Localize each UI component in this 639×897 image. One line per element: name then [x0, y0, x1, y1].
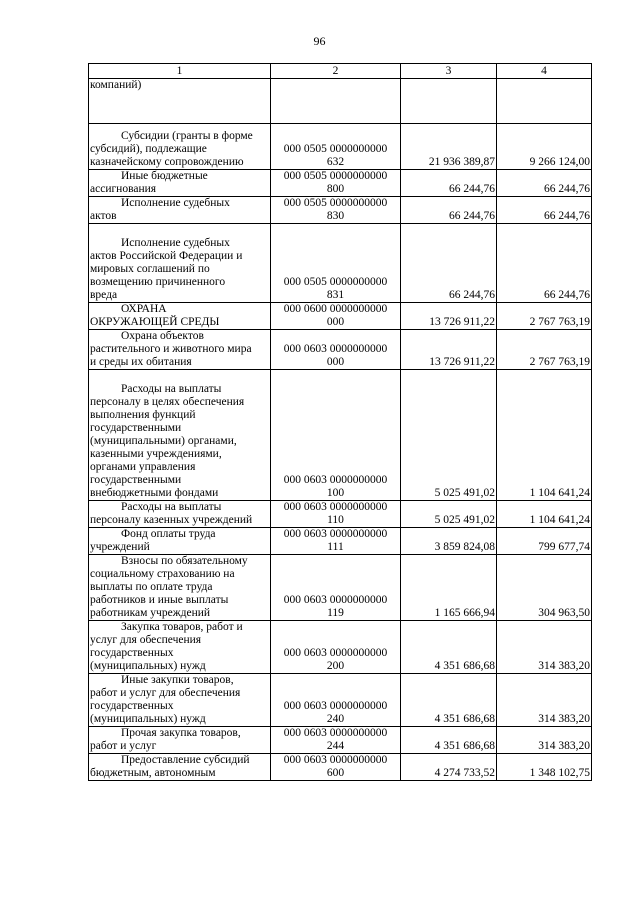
item-name-line: работ и услуг для обеспечения [90, 687, 241, 699]
budget-table [88, 63, 592, 781]
amount-col4-cell: 1 348 102,75 [497, 754, 592, 781]
budget-code-line: 000 0603 0000000000 [283, 594, 388, 606]
budget-code-cell [271, 79, 401, 124]
item-name-cell [89, 621, 271, 674]
amount-col4-cell: 9 266 124,00 [497, 124, 592, 170]
item-name-line: бюджетным, автономным [90, 767, 216, 779]
table-row [89, 170, 592, 197]
item-name-line: услуг для обеспечения [90, 634, 202, 646]
budget-code-line: 632 [326, 156, 345, 168]
item-name-line: Расходы на выплаты [121, 501, 222, 513]
budget-code-line: 111 [327, 541, 344, 553]
budget-code-cell [271, 528, 401, 555]
table-row [89, 555, 592, 621]
item-name-line: Субсидии (гранты в форме [121, 130, 253, 142]
budget-code-line: 800 [326, 183, 345, 195]
budget-code-cell [271, 727, 401, 754]
amount-col3-cell: 21 936 389,87 [401, 124, 497, 170]
item-name-cell [89, 224, 271, 303]
item-name-line: работникам учреждений [90, 607, 211, 619]
budget-code-line: 000 0603 0000000000 [283, 647, 388, 659]
budget-code-line: 000 0603 0000000000 [283, 754, 388, 766]
item-name-line: возмещению причиненного [90, 276, 226, 288]
amount-col3-cell: 13 726 911,22 [401, 330, 497, 370]
budget-code-line: 000 0603 0000000000 [283, 700, 388, 712]
budget-table-body [89, 64, 592, 781]
table-row [89, 370, 592, 501]
budget-code-line: 000 0505 0000000000 [283, 143, 388, 155]
item-name-line: мировых соглашений по [90, 263, 210, 275]
budget-code-line: 830 [326, 210, 345, 222]
budget-code-line: 000 0603 0000000000 [283, 528, 388, 540]
amount-col3-cell: 4 274 733,52 [401, 754, 497, 781]
item-name-line: социальному страхованию на [90, 568, 235, 580]
item-name-line: персоналу в целях обеспечения [90, 396, 245, 408]
budget-code-line: 000 [326, 356, 345, 368]
item-name-line: Охрана объектов [121, 330, 204, 342]
budget-code-line: 000 0505 0000000000 [283, 197, 388, 209]
budget-code-line: 600 [326, 767, 345, 779]
item-name-cell [89, 555, 271, 621]
item-name-line: органами управления [90, 461, 196, 473]
amount-col4-cell: 1 104 641,24 [497, 501, 592, 528]
budget-code-cell [271, 330, 401, 370]
amount-col3-cell: 66 244,76 [401, 170, 497, 197]
item-name-line: государственными [90, 474, 182, 486]
item-name-line: Взносы по обязательному [121, 555, 248, 567]
table-row [89, 330, 592, 370]
budget-code-line: 119 [327, 607, 344, 619]
amount-col3-cell: 5 025 491,02 [401, 501, 497, 528]
item-name-line: субсидий), подлежащие [90, 143, 207, 155]
table-row [89, 79, 592, 124]
item-name-cell [89, 124, 271, 170]
budget-code-cell [271, 303, 401, 330]
item-name-line: государственных [90, 700, 174, 712]
item-name-line: компаний) [90, 79, 142, 91]
budget-code-cell [271, 621, 401, 674]
budget-code-cell [271, 674, 401, 727]
item-name-line: персоналу казенных учреждений [90, 514, 253, 526]
amount-col3-cell [401, 79, 497, 124]
budget-code-cell [271, 501, 401, 528]
amount-col4-cell: 314 383,20 [497, 621, 592, 674]
amount-col3-cell: 13 726 911,22 [401, 303, 497, 330]
item-name-line: внебюджетными фондами [90, 487, 219, 499]
item-name-cell [89, 79, 271, 124]
item-name-line: работников и иные выплаты [90, 594, 229, 606]
amount-col3-cell: 1 165 666,94 [401, 555, 497, 621]
amount-col4-cell: 799 677,74 [497, 528, 592, 555]
item-name-line: актов [90, 210, 117, 222]
budget-code-cell [271, 224, 401, 303]
item-name-line: Закупка товаров, работ и [121, 621, 243, 633]
item-name-line: Иные бюджетные [121, 170, 208, 182]
header-cell-1: 1 [89, 64, 271, 79]
amount-col4-cell: 66 244,76 [497, 197, 592, 224]
item-name-cell [89, 170, 271, 197]
table-row [89, 224, 592, 303]
budget-code-line: 244 [326, 740, 345, 752]
amount-col4-cell: 2 767 763,19 [497, 303, 592, 330]
item-name-line: Исполнение судебных [121, 197, 230, 209]
budget-code-line: 000 0603 0000000000 [283, 343, 388, 355]
item-name-line: Предоставление субсидий [121, 754, 250, 766]
item-name-line: ассигнования [90, 183, 157, 195]
item-name-line: и среды их обитания [90, 356, 192, 368]
budget-code-line: 000 0603 0000000000 [283, 727, 388, 739]
budget-code-line: 000 [326, 316, 345, 328]
item-name-line: казначейскому сопровождению [90, 156, 244, 168]
item-name-line: Фонд оплаты труда [121, 528, 216, 540]
item-name-cell [89, 528, 271, 555]
amount-col3-cell: 3 859 824,08 [401, 528, 497, 555]
item-name-line: казенными учреждениями, [90, 448, 222, 460]
item-name-line: ОХРАНА [121, 303, 167, 315]
item-name-cell [89, 727, 271, 754]
amount-col4-cell [497, 79, 592, 124]
item-name-cell [89, 674, 271, 727]
item-name-cell [89, 754, 271, 781]
item-name-line: (муниципальных) нужд [90, 660, 206, 672]
budget-code-line: 000 0505 0000000000 [283, 170, 388, 182]
item-name-line: актов Российской Федерации и [90, 250, 243, 262]
item-name-line: (муниципальных) нужд [90, 713, 206, 725]
item-name-line: выплаты по оплате труда [90, 581, 213, 593]
item-name-line: вреда [90, 289, 118, 301]
amount-col4-cell: 314 383,20 [497, 674, 592, 727]
amount-col3-cell: 4 351 686,68 [401, 621, 497, 674]
table-row [89, 303, 592, 330]
header-cell-2: 2 [271, 64, 401, 79]
budget-code-line: 000 0603 0000000000 [283, 474, 388, 486]
table-row [89, 674, 592, 727]
table-row [89, 197, 592, 224]
budget-code-line: 110 [327, 514, 344, 526]
item-name-line: государственными [90, 422, 182, 434]
budget-code-line: 240 [326, 713, 345, 725]
item-name-line: Иные закупки товаров, [121, 674, 234, 686]
item-name-line: учреждений [90, 541, 150, 553]
item-name-line: государственных [90, 647, 174, 659]
budget-code-line: 000 0505 0000000000 [283, 276, 388, 288]
table-row [89, 754, 592, 781]
amount-col3-cell: 66 244,76 [401, 224, 497, 303]
item-name-cell [89, 501, 271, 528]
page-number: 96 [313, 34, 326, 48]
item-name-line: Расходы на выплаты [121, 383, 222, 395]
item-name-line: выполнения функций [90, 409, 196, 421]
amount-col3-cell: 4 351 686,68 [401, 727, 497, 754]
table-row [89, 621, 592, 674]
item-name-line: Прочая закупка товаров, [121, 727, 241, 739]
budget-code-line: 000 0603 0000000000 [283, 501, 388, 513]
header-cell-3: 3 [401, 64, 497, 79]
budget-code-line: 200 [326, 660, 345, 672]
item-name-line: ОКРУЖАЮЩЕЙ СРЕДЫ [90, 316, 220, 328]
budget-code-cell [271, 370, 401, 501]
table-row [89, 727, 592, 754]
item-name-line: (муниципальными) органами, [90, 435, 237, 447]
item-name-cell [89, 303, 271, 330]
budget-code-cell [271, 124, 401, 170]
amount-col3-cell: 4 351 686,68 [401, 674, 497, 727]
budget-code-line: 831 [326, 289, 345, 301]
item-name-line: растительного и животного мира [90, 343, 252, 355]
amount-col4-cell: 66 244,76 [497, 170, 592, 197]
item-name-line: Исполнение судебных [121, 237, 230, 249]
amount-col4-cell: 1 104 641,24 [497, 370, 592, 501]
table-row [89, 528, 592, 555]
amount-col4-cell: 304 963,50 [497, 555, 592, 621]
budget-code-cell [271, 197, 401, 224]
item-name-cell [89, 330, 271, 370]
item-name-line: работ и услуг [90, 740, 157, 752]
budget-code-line: 100 [326, 487, 345, 499]
header-cell-4: 4 [497, 64, 592, 79]
amount-col4-cell: 2 767 763,19 [497, 330, 592, 370]
budget-code-line: 000 0600 0000000000 [283, 303, 388, 315]
item-name-cell [89, 370, 271, 501]
amount-col4-cell: 66 244,76 [497, 224, 592, 303]
table-header-row [89, 64, 592, 79]
item-name-cell [89, 197, 271, 224]
table-row [89, 501, 592, 528]
amount-col4-cell: 314 383,20 [497, 727, 592, 754]
budget-code-cell [271, 754, 401, 781]
budget-code-cell [271, 555, 401, 621]
amount-col3-cell: 5 025 491,02 [401, 370, 497, 501]
amount-col3-cell: 66 244,76 [401, 197, 497, 224]
table-row [89, 124, 592, 170]
budget-code-cell [271, 170, 401, 197]
